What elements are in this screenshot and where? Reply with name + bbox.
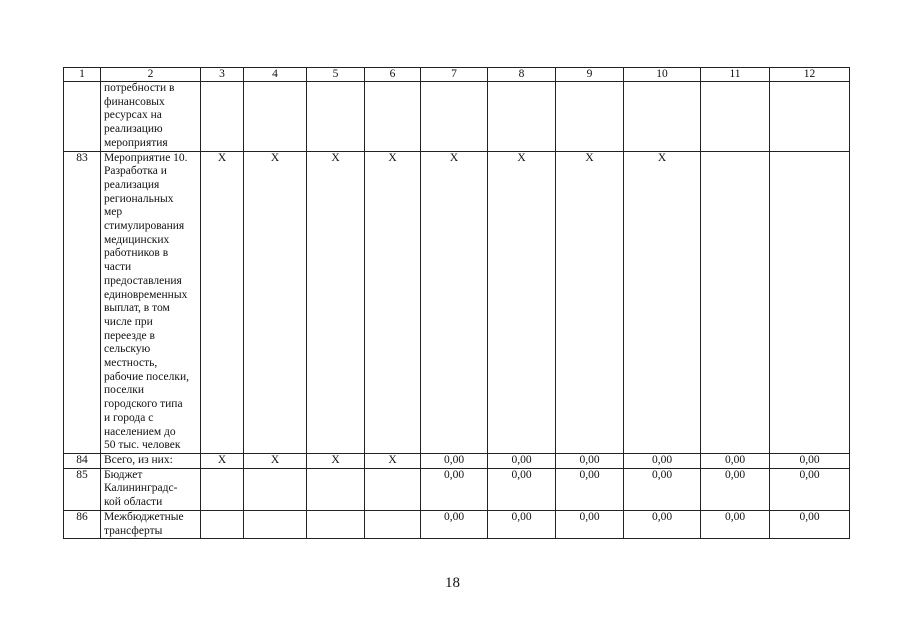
column-header: 2 [101,68,201,82]
table-cell: 0,00 [488,510,556,538]
table-cell [770,82,850,152]
table-cell: 0,00 [488,453,556,468]
table-cell: 0,00 [624,468,701,510]
row-number: 85 [64,468,101,510]
table-cell: X [244,151,307,453]
table-cell [307,468,365,510]
table-cell [365,468,421,510]
row-number: 83 [64,151,101,453]
row-number: 86 [64,510,101,538]
row-name: Всего, из них: [101,453,201,468]
table-cell [244,82,307,152]
table-cell: 0,00 [624,510,701,538]
table-cell: X [488,151,556,453]
budget-table [63,67,850,539]
table-cell [701,82,770,152]
table-cell: 0,00 [421,468,488,510]
table-row [64,453,850,468]
table-cell [488,82,556,152]
table-cell: 0,00 [556,468,624,510]
row-name: Мероприятие 10. Разработка и реализация региональных мер стимулирования медицинских работников в части предоставления единовременных выплат, в том числе при переезде в сельскую местность, рабочие поселки, поселки городского типа и города с населением до 50 тыс. человек [101,151,201,453]
column-header: 1 [64,68,101,82]
table-cell [244,510,307,538]
table-cell [201,82,244,152]
table-cell: 0,00 [701,453,770,468]
table-cell [201,468,244,510]
table-cell: 0,00 [556,453,624,468]
column-header: 12 [770,68,850,82]
table-cell [307,82,365,152]
column-header: 10 [624,68,701,82]
table-cell [307,510,365,538]
table-cell [365,82,421,152]
column-header: 5 [307,68,365,82]
column-header: 9 [556,68,624,82]
table-cell [244,468,307,510]
table-cell [365,510,421,538]
table-cell [201,510,244,538]
header-row [64,68,850,82]
page-number: 18 [445,575,460,591]
table-cell: X [307,151,365,453]
column-header: 3 [201,68,244,82]
table-cell: 0,00 [770,510,850,538]
table-cell [624,82,701,152]
table-cell [421,82,488,152]
column-header: 7 [421,68,488,82]
row-number: 84 [64,453,101,468]
row-name: потребности в финансовых ресурсах на реализацию мероприятия [101,82,201,152]
table-cell [556,82,624,152]
table-cell: 0,00 [624,453,701,468]
table-cell: 0,00 [701,510,770,538]
table-cell: 0,00 [701,468,770,510]
table-cell: 0,00 [556,510,624,538]
row-name: Бюджет Калининградс- кой области [101,468,201,510]
table-cell: X [201,453,244,468]
table-cell: 0,00 [770,468,850,510]
table-cell: 0,00 [770,453,850,468]
row-name: Межбюджетные трансферты [101,510,201,538]
table-cell: X [365,151,421,453]
column-header: 6 [365,68,421,82]
table-row [64,151,850,453]
table-row [64,468,850,510]
table-cell: X [244,453,307,468]
table-cell: X [201,151,244,453]
table-cell: X [365,453,421,468]
table-cell: X [421,151,488,453]
column-header: 8 [488,68,556,82]
row-number [64,82,101,152]
table-cell: X [307,453,365,468]
table-cell: X [624,151,701,453]
table-cell: 0,00 [488,468,556,510]
table-cell: 0,00 [421,510,488,538]
table-cell [770,151,850,453]
column-header: 4 [244,68,307,82]
table-cell: 0,00 [421,453,488,468]
table-row [64,82,850,152]
table-cell [701,151,770,453]
table-cell: X [556,151,624,453]
table-row [64,510,850,538]
column-header: 11 [701,68,770,82]
